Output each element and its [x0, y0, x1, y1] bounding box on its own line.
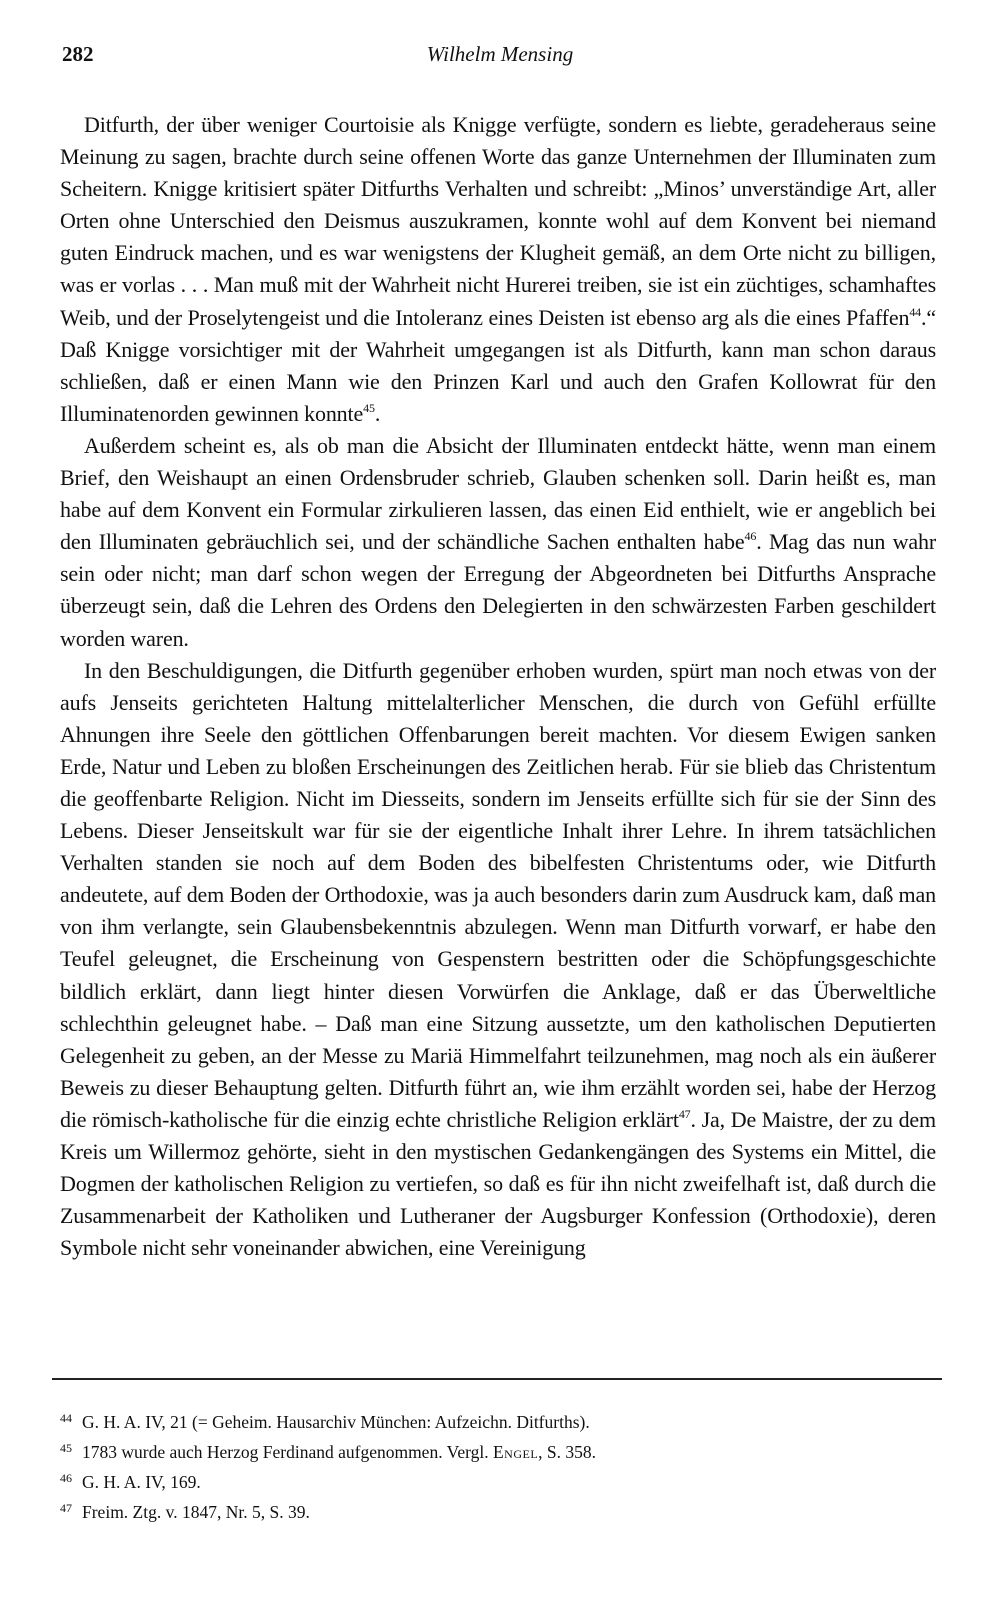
footnotes	[60, 1405, 936, 1525]
page-number: 282	[62, 42, 94, 66]
footnote-marker: 45	[60, 1441, 72, 1455]
paragraph-1	[60, 109, 936, 430]
main-text	[60, 109, 936, 1264]
footnote-46	[60, 1465, 936, 1495]
running-title: Wilhelm Mensing	[426, 42, 574, 66]
paragraph-text: .“ Daß Knigge vorsichtiger mit der Wahrheit umgegangen ist als Ditfurth, kann man schon daraus schließen, daß er einen Mann wie den Prinzen Karl und auch den Grafen Kollowrat für den Illuminatenorden gewinnen konnte	[60, 304, 936, 426]
paragraph-2	[60, 430, 936, 655]
footnote-divider	[52, 1378, 942, 1380]
footnote-reference[interactable]: 46	[744, 529, 757, 544]
footnote-reference[interactable]: 45	[363, 400, 375, 415]
footnote-45	[60, 1435, 936, 1465]
paragraph-text: .	[374, 400, 381, 426]
cited-author: Engel	[492, 1442, 539, 1462]
footnote-marker: 46	[60, 1471, 72, 1485]
paragraph-3	[60, 655, 936, 1265]
paragraph-text: . Ja, De Maistre, der zu dem Kreis um Willermoz gehörte, sieht in den mystischen Gedankengängen des Systems ein Mittel, die Dogmen der katholischen Religion zu vertiefen, so daß es für ihn nicht zweifelhaft ist, daß durch die Zusammenarbeit der Katholiken und Lutheraner der Augsburger Konfession (Orthodoxie), deren Symbole nicht sehr voneinander abwichen, eine Vereinigung	[60, 1106, 936, 1261]
footnote-text: Freim. Ztg. v. 1847, Nr. 5, S. 39.	[82, 1502, 310, 1522]
paragraph-text: Außerdem scheint es, als ob man die Absicht der Illuminaten entdeckt hätte, wenn man einem Brief, den Weishaupt an einen Ordensbruder schrieb, Glauben schenken soll. Darin heißt es, man habe auf dem Konvent ein Formular zirkulieren lassen, das einen Eid enthielt, wie er angeblich bei den Illuminaten gebräuchlich sei, und der schändliche Sachen enthalten habe	[60, 432, 936, 555]
footnote-text: , S. 358.	[538, 1442, 597, 1462]
running-head	[60, 42, 940, 72]
footnote-text: 1783 wurde auch Herzog Ferdinand aufgenommen. Vergl.	[82, 1442, 493, 1462]
footnote-marker: 47	[60, 1501, 72, 1515]
paragraph-text: In den Beschuldigungen, die Ditfurth gegenüber erhoben wurden, spürt man noch etwas von der aufs Jenseits gerichteten Haltung mittelalterlicher Menschen, die durch von Gefühl erfüllte Ahnungen ihre Seele den göttlichen Offenbarungen bereit machten. Vor diesem Ewigen sanken Erde, Natur und Leben zu bloßen Erscheinungen des Zeitlichen herab. Für sie blieb das Christentum die geoffenbarte Religion. Nicht im Diesseits, sondern im Jenseits erfüllte sich für sie der Sinn des Lebens. Dieser Jenseitskult war für sie der eigentliche Inhalt ihrer Lehre. In ihrem tatsächlichen Verhalten standen sie noch auf dem Boden des bibelfesten Christentums oder, wie Ditfurth andeutete, auf dem Boden der Orthodoxie, was ja auch besonders darin zum Ausdruck kam, daß man von ihm verlangte, sein Glaubensbekenntnis abzulegen. Wenn man Ditfurth vorwarf, er habe den Teufel geleugnet, die Erscheinung von Gespenstern bestritten oder die Schöpfungsgeschichte bildlich erklärt, dann liegt hinter diesen Vorwürfen die Anklage, daß er das Überweltliche schlechthin geleugnet habe. – Daß man eine Sitzung aussetzte, um den katholischen Deputierten Gelegenheit zu geben, an der Messe zu Mariä Himmelfahrt teilzunehmen, mag noch als ein äußerer Beweis zu dieser Behauptung gelten. Ditfurth führt an, wie ihm erzählt worden sei, habe der Herzog die römisch-katholische für die einzig echte christliche Religion erklärt	[60, 657, 936, 1132]
footnote-47	[60, 1495, 936, 1525]
footnote-reference[interactable]: 44	[909, 304, 922, 319]
paragraph-text: Ditfurth, der über weniger Courtoisie als Knigge verfügte, sondern es liebte, geradeheraus seine Meinung zu sagen, brachte durch seine offenen Worte das ganze Unternehmen der Illuminaten zum Scheitern. Knigge kritisiert später Ditfurths Verhalten und schreibt: „Minos’ unverständige Art, aller Orten ohne Unterschied den Deismus auszukramen, konnte wohl auf dem Konvent bei niemand guten Eindruck machen, und es war wenigstens der Klugheit gemäß, an dem Orte nicht zu billigen, was er vorlas . . . Man muß mit der Wahrheit nicht Hurerei treiben, sie ist ein züchtiges, schamhaftes Weib, und der Proselytengeist und die Intoleranz eines Deisten ist ebenso arg als die eines Pfaffen	[60, 112, 936, 330]
footnote-text: G. H. A. IV, 169.	[82, 1472, 201, 1492]
footnote-reference[interactable]: 47	[678, 1106, 691, 1121]
footnote-marker: 44	[60, 1411, 72, 1425]
footnote-44	[60, 1405, 936, 1435]
paragraph-text: . Mag das nun wahr sein oder nicht; man darf schon wegen der Erregung der Abgeordneten bei Ditfurths Ansprache überzeugt sein, daß die Lehren des Ordens den Delegierten in den schwärzesten Farben geschildert worden waren.	[60, 529, 937, 651]
footnote-text: G. H. A. IV, 21 (= Geheim. Hausarchiv München: Aufzeichn. Ditfurths).	[82, 1412, 590, 1432]
